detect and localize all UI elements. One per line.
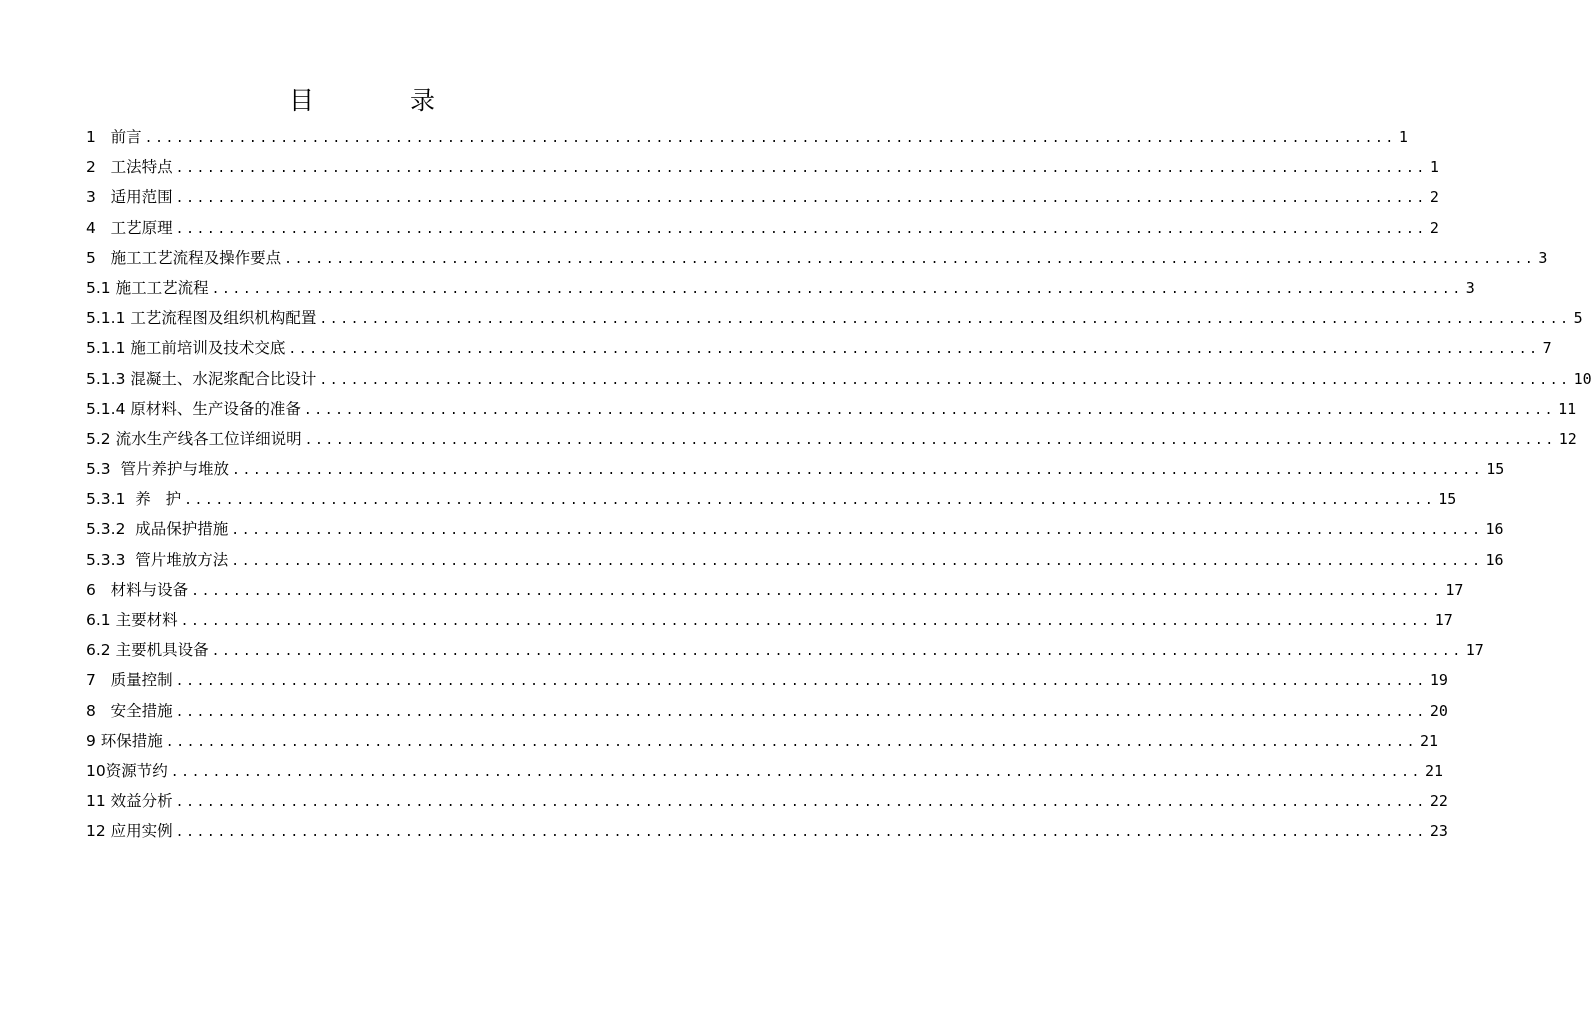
table-of-contents — [86, 122, 1592, 847]
toc-leader-dots: ........................................................................................................................ — [175, 161, 1427, 177]
toc-entry-label: 5.2 流水生产线各工位详细说明 — [86, 429, 302, 448]
toc-entry-5-1-1b[interactable] — [86, 333, 1552, 363]
toc-entry-7[interactable] — [86, 665, 1448, 695]
toc-entry-label: 5.3.3 管片堆放方法 — [86, 550, 229, 569]
toc-page-number: 21 — [1424, 761, 1443, 780]
toc-entry-1[interactable] — [86, 122, 1408, 152]
toc-entry-label: 5.3.2 成品保护措施 — [86, 520, 229, 539]
toc-entry-5-3-3[interactable] — [86, 545, 1504, 575]
toc-page-number: 22 — [1429, 792, 1448, 811]
toc-entry-label: 5.1.1 工艺流程图及组织机构配置 — [86, 309, 317, 328]
toc-page-number: 1 — [1429, 158, 1439, 177]
toc-page-number: 17 — [1445, 580, 1464, 599]
toc-entry-2[interactable] — [86, 152, 1439, 182]
toc-page-number: 11 — [1558, 399, 1577, 418]
toc-page-number: 17 — [1465, 641, 1484, 660]
toc-entry-label: 5.1.1 施工前培训及技术交底 — [86, 339, 286, 358]
toc-entry-3[interactable] — [86, 182, 1439, 212]
toc-entry-5-1-4[interactable] — [86, 394, 1577, 424]
toc-page-number: 2 — [1429, 188, 1439, 207]
toc-page-number: 3 — [1465, 278, 1475, 297]
toc-leader-dots: ........................................................................................................................ — [191, 583, 1443, 599]
toc-page-number: 10 — [1573, 369, 1592, 388]
toc-leader-dots: ........................................................................................................................ — [303, 402, 1556, 418]
toc-entry-label: 11 效益分析 — [86, 792, 173, 811]
toc-page-number: 15 — [1438, 490, 1457, 509]
toc-entry-label: 8 安全措施 — [86, 701, 173, 720]
toc-page-number: 2 — [1429, 218, 1439, 237]
toc-entry-label: 5.1.4 原材料、生产设备的准备 — [86, 399, 301, 418]
toc-entry-5-1[interactable] — [86, 273, 1475, 303]
toc-entry-label: 7 质量控制 — [86, 671, 173, 690]
toc-leader-dots: ........................................................................................................................ — [231, 523, 1483, 539]
toc-entry-label: 5.1 施工工艺流程 — [86, 278, 209, 297]
toc-entry-label: 5 施工工艺流程及操作要点 — [86, 248, 282, 267]
toc-entry-5-1-1a[interactable] — [86, 303, 1583, 333]
toc-entry-label: 1 前言 — [86, 128, 142, 146]
toc-leader-dots: ........................................................................................................................ — [231, 553, 1483, 569]
toc-page-number: 15 — [1486, 460, 1505, 479]
toc-entry-label: 5.3.1 养 护 — [86, 490, 182, 509]
toc-entry-label: 6.2 主要机具设备 — [86, 641, 209, 660]
toc-leader-dots: ........................................................................................................................ — [175, 795, 1427, 811]
toc-entry-6-2[interactable] — [86, 635, 1484, 665]
toc-entry-6-1[interactable] — [86, 605, 1453, 635]
toc-leader-dots: ........................................................................................................................ — [165, 734, 1417, 750]
toc-entry-label: 12 应用实例 — [86, 822, 173, 841]
toc-entry-5-3[interactable] — [86, 454, 1505, 484]
toc-page-number: 17 — [1434, 611, 1453, 629]
toc-entry-5-1-3[interactable] — [86, 364, 1592, 394]
toc-page-number: 1 — [1398, 128, 1408, 146]
toc-leader-dots: ........................................................................................................................ — [232, 463, 1484, 479]
toc-page-number: 16 — [1485, 520, 1504, 539]
toc-entry-6[interactable] — [86, 575, 1464, 605]
toc-leader-dots: ........................................................................................................................ — [319, 312, 1571, 328]
page-title: 目 录 — [289, 86, 479, 115]
toc-leader-dots: ........................................................................................................................ — [184, 493, 1436, 509]
toc-entry-label: 5.1.3 混凝土、水泥浆配合比设计 — [86, 369, 317, 388]
toc-entry-label: 2 工法特点 — [86, 158, 173, 177]
toc-leader-dots: ........................................................................................................................ — [170, 764, 1422, 780]
toc-page-number: 23 — [1429, 822, 1448, 841]
toc-entry-label: 9 环保措施 — [86, 731, 163, 750]
toc-entry-label: 10资源节约 — [86, 761, 168, 780]
toc-page-number: 12 — [1558, 429, 1577, 448]
toc-page-number: 7 — [1542, 339, 1552, 358]
toc-entry-5-3-1[interactable] — [86, 484, 1457, 514]
toc-leader-dots: ........................................................................................................................ — [175, 674, 1427, 690]
toc-entry-4[interactable] — [86, 213, 1439, 243]
toc-page-number: 3 — [1538, 248, 1548, 267]
toc-page-number: 16 — [1485, 550, 1504, 569]
toc-entry-label: 3 适用范围 — [86, 188, 173, 207]
toc-entry-5-3-2[interactable] — [86, 514, 1504, 544]
toc-entry-label: 4 工艺原理 — [86, 218, 173, 237]
toc-leader-dots: ........................................................................................................................ — [175, 191, 1427, 207]
toc-leader-dots: ........................................................................................................................ — [211, 644, 1463, 660]
toc-entry-5[interactable] — [86, 243, 1548, 273]
toc-leader-dots: ........................................................................................................................ — [211, 281, 1463, 297]
toc-entry-label: 5.3 管片养护与堆放 — [86, 460, 230, 479]
toc-entry-12[interactable] — [86, 816, 1448, 846]
toc-page-number: 5 — [1573, 309, 1583, 328]
toc-entry-5-2[interactable] — [86, 424, 1577, 454]
toc-entry-9[interactable] — [86, 726, 1439, 756]
toc-leader-dots: ........................................................................................................................ — [180, 614, 1432, 629]
toc-entry-label: 6 材料与设备 — [86, 580, 189, 599]
toc-leader-dots: ........................................................................................................................ — [304, 432, 1556, 448]
toc-leader-dots: ........................................................................................................................ — [175, 704, 1427, 720]
toc-leader-dots: ........................................................................................................................ — [284, 251, 1536, 267]
toc-entry-label: 6.1 主要材料 — [86, 611, 178, 629]
toc-leader-dots: ........................................................................................................................ — [144, 131, 1396, 146]
toc-leader-dots: ........................................................................................................................ — [288, 342, 1540, 358]
toc-entry-10[interactable] — [86, 756, 1443, 786]
toc-page-number: 21 — [1420, 731, 1439, 750]
toc-leader-dots: ........................................................................................................................ — [175, 825, 1427, 841]
toc-leader-dots: ........................................................................................................................ — [319, 372, 1571, 388]
toc-page-number: 19 — [1429, 671, 1448, 690]
toc-entry-11[interactable] — [86, 786, 1448, 816]
toc-page-number: 20 — [1429, 701, 1448, 720]
toc-entry-8[interactable] — [86, 696, 1448, 726]
toc-leader-dots: ........................................................................................................................ — [175, 221, 1427, 237]
